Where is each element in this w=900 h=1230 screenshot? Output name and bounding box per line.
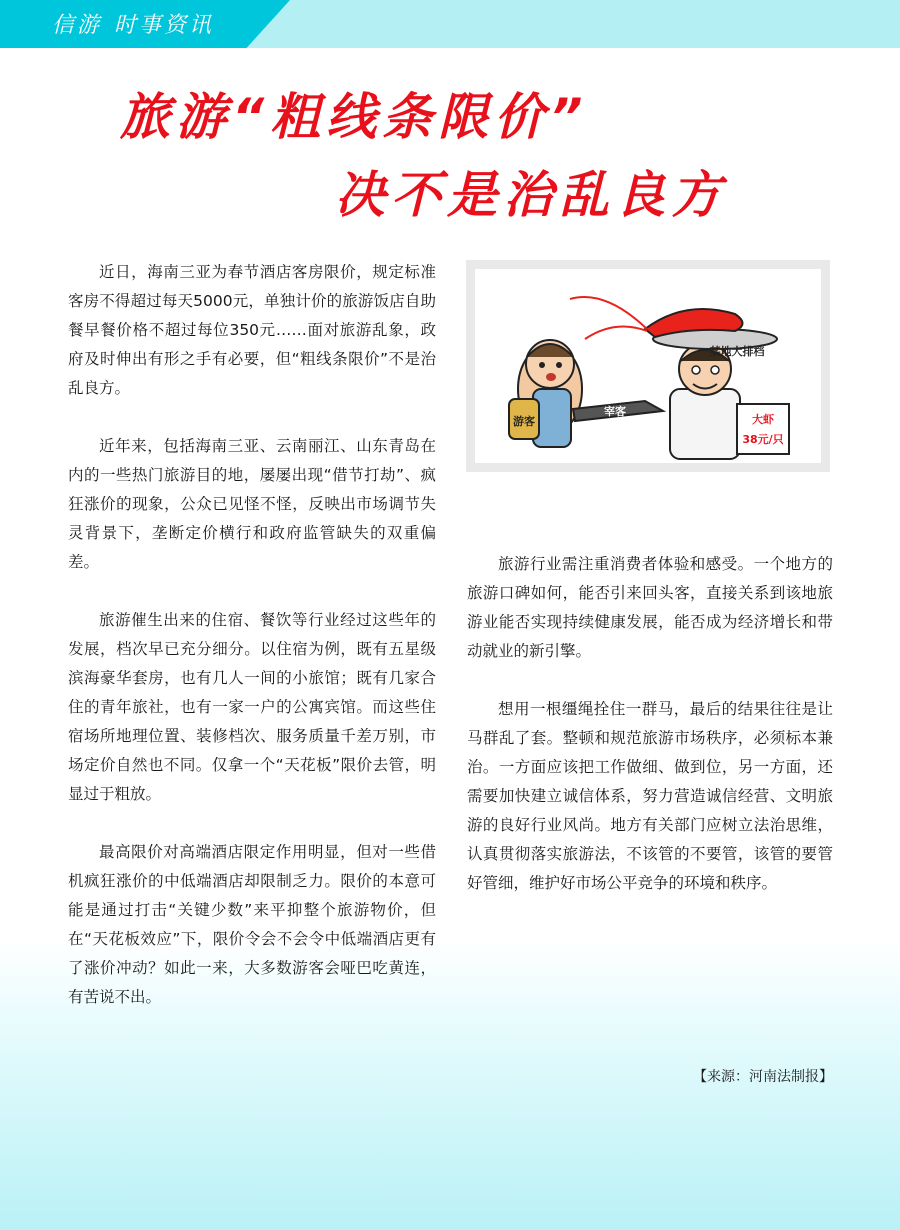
lobster-plate — [570, 297, 777, 358]
paragraph: 最高限价对高端酒店限定作用明显，但对一些借机疯狂涨价的中低端酒店却限制乏力。限价的本意可能是通过打击“关键少数”来平抑整个旅游物价，但在“天花板效应”下，限价令会不会令中低端酒店更有了涨价冲动？如此一来，大多数游客会哑巴吃黄连，有苦说不出。 — [68, 843, 436, 1006]
paragraph: 近日，海南三亚为春节酒店客房限价，规定标准客房不得超过每天5000元，单独计价的旅游饭店自助餐早餐价格不超过每位350元……面对旅游乱象，政府及时伸出有形之手有必要，但“粗线条限价”不是治乱良方。 — [68, 263, 436, 397]
plate-label: 某地大排档 — [709, 345, 765, 358]
section-name: 信游 — [52, 13, 103, 38]
cartoon-illustration — [466, 260, 830, 472]
tourist-figure — [509, 340, 582, 447]
sign-price: 38元/只 — [742, 433, 784, 446]
paragraph: 想用一根缰绳拴住一群马，最后的结果往往是让马群乱了套。整顿和规范旅游市场秩序，必须标本兼治。一方面应该把工作做细、做到位，另一方面，还需要加快建立诚信体系，努力营造诚信经营、文明旅游的良好行业风尚。地方有关部门应树立法治思维，认真贯彻落实旅游法，不该管的不要管，该管的要管好管细，维护好市场公平竞争的环境和秩序。 — [467, 700, 833, 892]
article-right-column — [467, 550, 833, 927]
section-label — [52, 8, 226, 39]
cartoon-svg — [475, 269, 821, 463]
paragraph: 近年来，包括海南三亚、云南丽江、山东青岛在内的一些热门旅游目的地，屡屡出现“借节打劫”、疯狂涨价的现象，公众已见怪不怪，反映出市场调节失灵背景下，垄断定价横行和政府监管缺失的双重偏差。 — [68, 437, 436, 571]
paragraph: 旅游催生出来的住宿、餐饮等行业经过这些年的发展，档次早已充分细分。以住宿为例，既有五星级滨海豪华套房，也有几人一间的小旅馆；既有几家合住的青年旅社，也有一家一户的公寓宾馆。而这些住宿场所地理位置、装修档次、服务质量千差万别，市场定价自然也不同。仅拿一个“天花板”限价去管，明显过于粗放。 — [68, 611, 436, 803]
bag-label: 游客 — [513, 415, 535, 428]
paragraph: 旅游行业需注重消费者体验和感受。一个地方的旅游口碑如何，能否引来回头客，直接关系到该地旅游业能否实现持续健康发展，能否成为经济增长和带动就业的新引擎。 — [467, 555, 833, 660]
price-sign — [737, 404, 789, 454]
vendor-figure — [670, 343, 740, 459]
knife-label: 宰客 — [604, 405, 626, 418]
column-name: 时事资讯 — [114, 13, 215, 38]
headline-line-2: 决不是治乱良方 — [335, 166, 727, 224]
headline-line-1: 旅游“粗线条限价” — [120, 88, 589, 146]
source-credit: 【来源：河南法制报】 — [693, 1069, 833, 1085]
sign-item: 大虾 — [752, 413, 774, 426]
article-left-column — [68, 258, 436, 1041]
knife — [573, 401, 663, 421]
